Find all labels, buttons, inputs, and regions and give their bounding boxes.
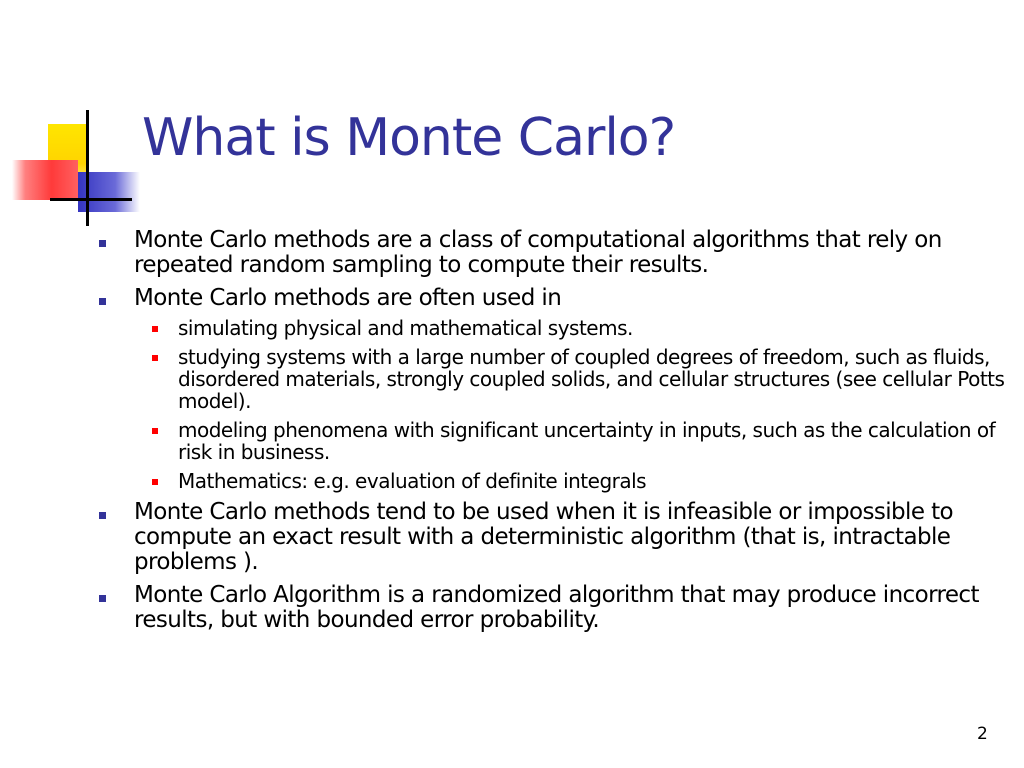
sub-bullet-list [134, 317, 1006, 492]
logo-horizontal-line [50, 198, 132, 201]
sub-bullet-text: studying systems with a large number of coupled degrees of freedom, such as fluids, disordered materials, strongly coupled solids, and cellular structures (see cellular Potts model). [178, 345, 1005, 413]
square-bullet-icon [152, 326, 158, 332]
bullet-list [96, 228, 1006, 633]
page-number: 2 [977, 724, 988, 744]
square-bullet-icon [152, 355, 158, 361]
square-bullet-icon [99, 512, 106, 519]
square-bullet-icon [152, 479, 158, 485]
bullet-text: Monte Carlo methods tend to be used when it is infeasible or impossible to compute an exact result with a deterministic algorithm (that is, intractable problems ). [134, 499, 953, 575]
sub-bullet-text: simulating physical and mathematical systems. [178, 316, 633, 340]
slide-title: What is Monte Carlo? [142, 108, 676, 168]
bullet-item [96, 583, 1006, 633]
sub-bullet-item [134, 419, 1006, 463]
decorative-squares-logo [0, 0, 150, 240]
square-bullet-icon [99, 298, 106, 305]
bullet-text: Monte Carlo methods are often used in [134, 285, 562, 311]
bullet-item [96, 286, 1006, 492]
square-bullet-icon [99, 240, 106, 247]
sub-bullet-text: modeling phenomena with significant uncertainty in inputs, such as the calculation of risk in business. [178, 418, 996, 464]
logo-vertical-line [86, 110, 89, 226]
sub-bullet-item [134, 317, 1006, 339]
square-bullet-icon [99, 595, 106, 602]
sub-bullet-item [134, 470, 1006, 492]
logo-red-square [12, 160, 78, 200]
bullet-item [96, 500, 1006, 575]
bullet-item [96, 228, 1006, 278]
bullet-text: Monte Carlo methods are a class of computational algorithms that rely on repeated random sampling to compute their results. [134, 227, 942, 278]
sub-bullet-text: Mathematics: e.g. evaluation of definite integrals [178, 469, 647, 493]
sub-bullet-item [134, 346, 1006, 412]
slide-body [96, 228, 1006, 641]
bullet-text: Monte Carlo Algorithm is a randomized algorithm that may produce incorrect results, but with bounded error probability. [134, 582, 979, 633]
square-bullet-icon [152, 428, 158, 434]
